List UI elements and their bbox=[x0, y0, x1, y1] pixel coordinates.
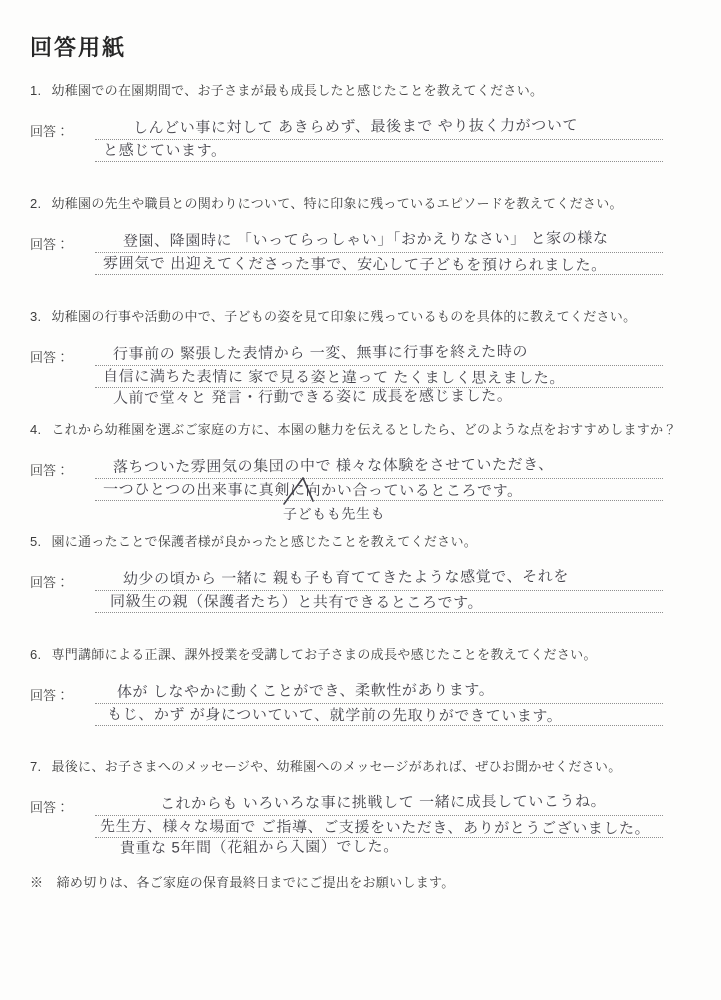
answer-label: 回答： bbox=[30, 124, 70, 139]
answer-line bbox=[95, 231, 663, 253]
question-text: これから幼稚園を選ぶご家庭の方に、本園の魅力を伝えるとしたら、どのような点をおすすめしますか？ bbox=[51, 422, 677, 437]
insertion-annotation bbox=[280, 476, 450, 531]
handwritten-answer-text: 自信に満ちた表情に 家で見る姿と違って たくましく思えました。 bbox=[103, 368, 566, 388]
answer-line bbox=[95, 794, 663, 816]
answer-label: 回答： bbox=[30, 575, 70, 590]
answer-lines bbox=[95, 569, 663, 613]
question-number: 3. bbox=[30, 309, 42, 324]
question-block-5 bbox=[30, 533, 663, 613]
handwritten-answer-text: 同級生の親（保護者たち）と共有できるところです。 bbox=[110, 593, 484, 612]
question-number: 5. bbox=[30, 534, 42, 549]
insertion-caret-icon bbox=[280, 476, 320, 506]
answer-lines bbox=[95, 682, 663, 726]
handwritten-answer-text: 一つひとつの出来事に真剣に向かい合っているところです。 bbox=[103, 481, 523, 500]
question-block-4 bbox=[30, 421, 677, 523]
question-block-7 bbox=[30, 758, 663, 862]
answer-area bbox=[30, 231, 663, 275]
question-row bbox=[30, 308, 663, 325]
answer-line bbox=[95, 140, 663, 162]
question-text: 幼稚園での在園期間で、お子さまが最も成長したと感じたことを教えてください。 bbox=[51, 83, 544, 98]
answer-label: 回答： bbox=[30, 350, 70, 365]
answer-label: 回答： bbox=[30, 237, 70, 252]
handwritten-answer-text: これからも いろいろな事に挑戦して 一緒に成長していこうね。 bbox=[159, 792, 607, 813]
answer-area bbox=[30, 682, 663, 726]
handwritten-answer-text: 落ちついた雰囲気の集団の中で 様々な体験をさせていただき、 bbox=[112, 456, 554, 476]
question-row bbox=[30, 533, 663, 550]
answer-line bbox=[95, 591, 663, 613]
handwritten-answer-text: 人前で堂々と 発言・行動できる姿に 成長を感じました。 bbox=[112, 387, 513, 407]
question-number: 1. bbox=[30, 83, 42, 98]
handwritten-answer-text: 貴重な 5年間（花組から入園）でした。 bbox=[119, 838, 399, 857]
answer-line bbox=[95, 388, 663, 412]
question-text: 専門講師による正課、課外授業を受講してお子さまの成長や感じたことを教えてください。 bbox=[51, 647, 597, 662]
answer-lines bbox=[95, 231, 663, 275]
answer-label: 回答： bbox=[30, 688, 70, 703]
handwritten-answer-text: 体が しなやかに動くことができ、柔軟性があります。 bbox=[116, 681, 495, 701]
question-block-1 bbox=[30, 82, 663, 162]
question-block-6 bbox=[30, 646, 663, 726]
answer-lines bbox=[95, 344, 663, 412]
question-row bbox=[30, 758, 663, 775]
handwritten-answer-text: 幼少の頃から 一緒に 親も子も育ててきたような感覚で、それを bbox=[122, 568, 570, 588]
handwritten-answer-text: もじ、かず が身についていて、就学前の先取りができています。 bbox=[107, 706, 563, 726]
question-row bbox=[30, 195, 663, 212]
handwritten-answer-text: しんどい事に対して あきらめず、最後まで やり抜く力がついて bbox=[132, 117, 579, 137]
footer-note: ※ 締め切りは、各ご家庭の保育最終日までにご提出をお願いします。 bbox=[30, 875, 455, 890]
annotation-text: 子どもも先生も bbox=[282, 505, 386, 523]
answer-label: 回答： bbox=[30, 463, 70, 478]
answer-label: 回答： bbox=[30, 800, 70, 815]
handwritten-answer-text: と感じています。 bbox=[103, 142, 227, 160]
answer-lines bbox=[95, 794, 663, 862]
question-block-2 bbox=[30, 195, 663, 275]
answer-line bbox=[95, 253, 663, 275]
question-number: 2. bbox=[30, 196, 42, 211]
answer-area bbox=[30, 344, 663, 412]
question-row bbox=[30, 82, 663, 99]
handwritten-answer-text: 先生方、様々な場面で ご指導、ご支援をいただき、ありがとうございました。 bbox=[100, 818, 651, 838]
answer-line bbox=[95, 118, 663, 140]
question-row bbox=[30, 646, 663, 663]
page-title: 回答用紙 bbox=[30, 34, 127, 60]
question-number: 6. bbox=[30, 647, 42, 662]
question-row bbox=[30, 421, 677, 438]
question-number: 7. bbox=[30, 759, 42, 774]
answer-area bbox=[30, 118, 663, 162]
answer-line bbox=[95, 344, 663, 366]
question-text: 園に通ったことで保護者様が良かったと感じたことを教えてください。 bbox=[51, 534, 478, 549]
question-text: 最後に、お子さまへのメッセージや、幼稚園へのメッセージがあれば、ぜひお聞かせください。 bbox=[51, 759, 622, 774]
answer-line bbox=[95, 569, 663, 591]
answer-area bbox=[30, 569, 663, 613]
answer-lines bbox=[95, 118, 663, 162]
question-text: 幼稚園の先生や職員との関わりについて、特に印象に残っているエピソードを教えてください。 bbox=[51, 196, 623, 211]
answer-line bbox=[95, 366, 663, 388]
answer-line bbox=[95, 838, 663, 862]
answer-line bbox=[95, 704, 663, 726]
question-number: 4. bbox=[30, 422, 42, 437]
question-block-3 bbox=[30, 308, 663, 412]
question-text: 幼稚園の行事や活動の中で、子どもの姿を見て印象に残っているものを具体的に教えてください。 bbox=[51, 309, 637, 324]
handwritten-answer-text: 登園、降園時に 「いってらっしゃい」「おかえりなさい」 と家の様な bbox=[122, 229, 609, 250]
handwritten-answer-text: 雰囲気で 出迎えてくださった事で、安心して子どもを預けられました。 bbox=[103, 255, 607, 275]
answer-line bbox=[95, 682, 663, 704]
answer-area bbox=[30, 794, 663, 862]
answer-line bbox=[95, 816, 663, 838]
handwritten-answer-text: 行事前の 緊張した表情から 一変、無事に行事を終えた時の bbox=[112, 343, 529, 363]
